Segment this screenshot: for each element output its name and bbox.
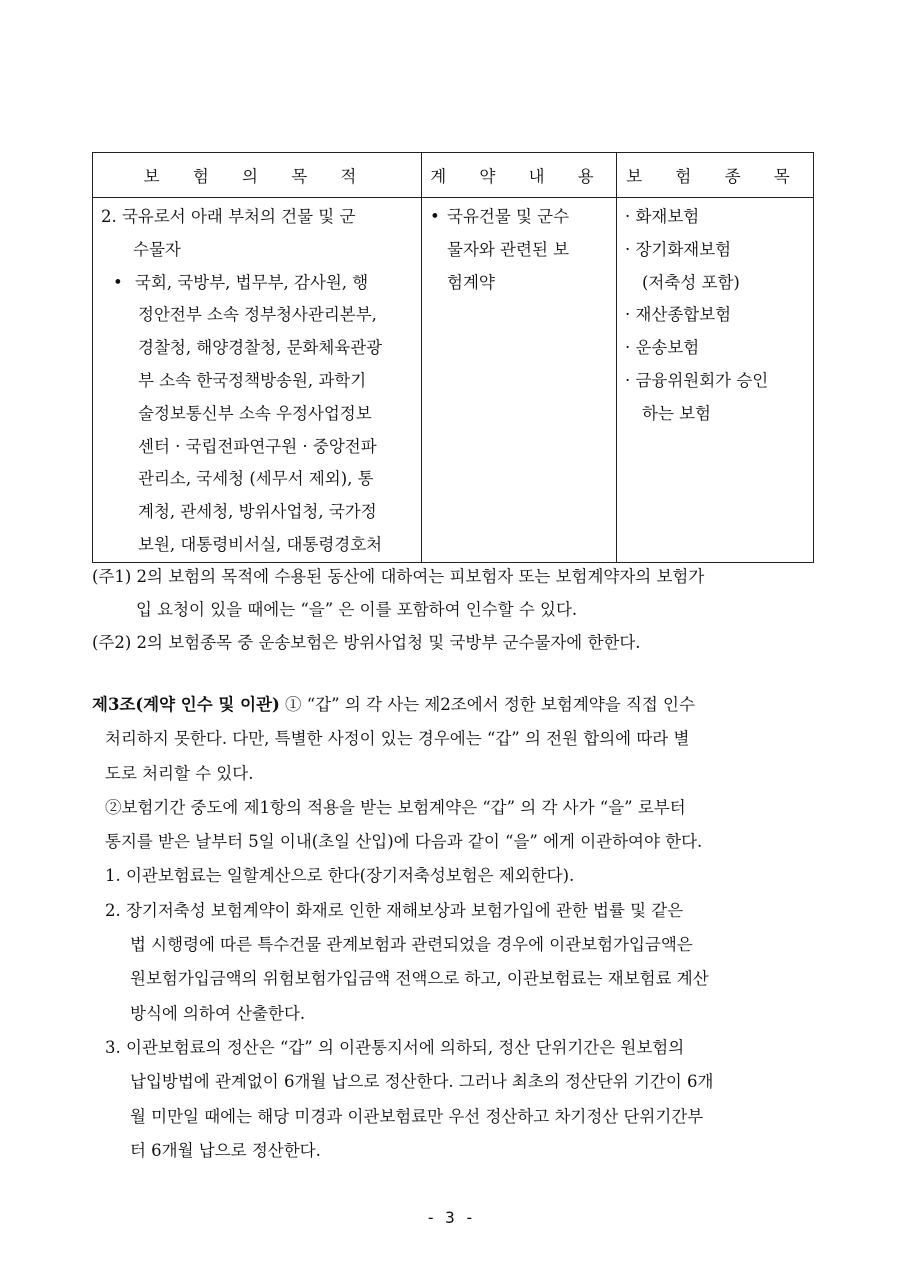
- article-3: [92, 688, 824, 1168]
- article-text: ① “갑” 의 각 사는 제2조에서 정한 보험계약을 직접 인수: [279, 695, 695, 714]
- type-line: · 장기화재보험: [625, 239, 732, 259]
- cell-contract: [422, 198, 617, 563]
- list-item-cont: 방식에 의하여 산출한다.: [130, 1003, 306, 1023]
- header-types: 보 험 종 목: [617, 153, 814, 198]
- type-line: · 화재보험: [625, 207, 700, 226]
- purpose-line: 정안전부 소속 정부청사관리본부,: [138, 305, 377, 325]
- purpose-line: 국회, 국방부, 법무부, 감사원, 행: [135, 272, 369, 292]
- type-line: · 운송보험: [625, 338, 700, 358]
- purpose-line: 센터 · 국립전파연구원 · 중앙전파: [138, 436, 377, 456]
- table-header-row: [93, 153, 814, 198]
- list-item-cont: 법 시행령에 따른 특수건물 관계보험과 관련되었을 경우에 이관보험가입금액은: [130, 935, 693, 955]
- purpose-line: 술정보통신부 소속 우정사업정보: [138, 403, 372, 423]
- type-line: · 금융위원회가 승인: [625, 370, 769, 390]
- purpose-line: 관리소, 국세청 (세무서 제외), 통: [138, 469, 374, 489]
- table-notes: [92, 560, 822, 659]
- list-item: 3. 이관보험료의 정산은 “갑” 의 이관통지서에 의하되, 정산 단위기간은 원보험의: [105, 1037, 685, 1057]
- note-2: (주2) 2의 보험종목 중 운송보험은 방위사업청 및 국방부 군수물자에 한한다.: [92, 633, 641, 652]
- purpose-line: 경찰청, 해양경찰청, 문화체육관광: [138, 338, 383, 358]
- list-item-cont: 월 미만일 때에는 해당 미경과 이관보험료만 우선 정산하고 차기정산 단위기간부: [130, 1106, 704, 1126]
- contract-line: 험계약: [447, 272, 495, 292]
- purpose-line: 계청, 관세청, 방위사업청, 국가정: [138, 502, 377, 522]
- list-item-cont: 납입방법에 관계없이 6개월 납으로 정산한다. 그러나 최초의 정산단위 기간이 6개: [130, 1072, 714, 1092]
- insurance-table: [92, 152, 814, 563]
- list-item-cont: 원보험가입금액의 위험보험가입금액 전액으로 하고, 이관보험료는 재보험료 계산: [130, 969, 709, 989]
- list-item-cont: 터 6개월 납으로 정산한다.: [130, 1140, 321, 1160]
- header-contract: 계 약 내 용: [422, 153, 617, 198]
- article-text: 처리하지 못한다. 다만, 특별한 사정이 있는 경우에는 “갑” 의 전원 합의에 따라 별: [105, 729, 690, 749]
- bullet-icon: •: [113, 272, 123, 292]
- type-line: · 재산종합보험: [625, 305, 732, 325]
- purpose-item-title: 2. 국유로서 아래 부처의 건물 및 군: [101, 207, 356, 226]
- bullet-icon: •: [430, 207, 440, 226]
- type-line: 하는 보험: [642, 403, 712, 423]
- purpose-line: 보원, 대통령비서실, 대통령경호처: [138, 534, 383, 554]
- type-line: (저축성 포함): [642, 272, 740, 292]
- purpose-item-title-cont: 수물자: [133, 239, 181, 259]
- purpose-line: 부 소속 한국정책방송원, 과학기: [138, 370, 367, 390]
- article-title: 제3조(계약 인수 및 이관): [92, 695, 280, 714]
- article-text: 통지를 받은 날부터 5일 이내(초일 산입)에 다음과 같이 “을” 에게 이관하여야 한다.: [105, 832, 703, 852]
- note-1-cont: 입 요청이 있을 때에는 “을” 은 이를 포함하여 인수할 수 있다.: [136, 600, 578, 619]
- list-item: 2. 장기저축성 보험계약이 화재로 인한 재해보상과 보험가입에 관한 법률 및 같은: [105, 900, 684, 920]
- article-text: ②보험기간 중도에 제1항의 적용을 받는 보험계약은 “갑” 의 각 사가 “을” 로부터: [105, 797, 686, 817]
- table-row: [93, 198, 814, 563]
- note-1: (주1) 2의 보험의 목적에 수용된 동산에 대하여는 피보험자 또는 보험계약자의 보험가: [92, 567, 705, 586]
- contract-line: 국유건물 및 군수: [447, 207, 570, 226]
- list-item: 1. 이관보험료는 일할계산으로 한다(장기저축성보험은 제외한다).: [105, 866, 575, 886]
- cell-purpose: [93, 198, 422, 563]
- page-number: - 3 -: [425, 1208, 475, 1227]
- article-text: 도로 처리할 수 있다.: [105, 763, 254, 783]
- cell-types: [617, 198, 814, 563]
- contract-line: 물자와 관련된 보: [447, 239, 570, 259]
- header-purpose: 보 험 의 목 적: [93, 153, 422, 198]
